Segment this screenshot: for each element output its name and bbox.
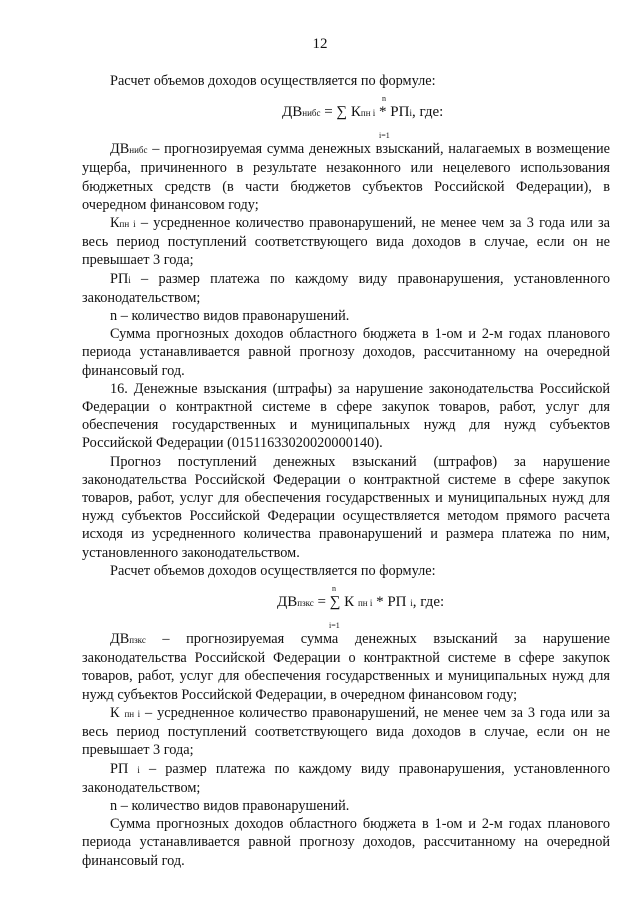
summary-2: Сумма прогнозных доходов областного бюджета в 1-ом и 2-м годах планового периода устанавливается равной прогнозу доходов, рассчитанному на очередной финансовый год. bbox=[82, 816, 610, 869]
section-16-forecast: Прогноз поступлений денежных взысканий (штрафов) за нарушение законодательства Российской Федерации о контрактной системе в сфере закупок товаров, работ, услуг для обеспечения государственных и муниципальных нужд для нужд субъектов Российской Федерации осуществляется методом прямого расчета исходя из усредненного количества правонарушений и размера платежа по ним, установленного законодательством. bbox=[82, 453, 610, 561]
definition-k-pn: Кпн i – усредненное количество правонарушений, не менее чем за 3 года или за весь период поступлений соответствующего вида доходов в случае, если он не превышает 3 года; bbox=[82, 215, 610, 269]
summary-1: Сумма прогнозных доходов областного бюджета в 1-ом и 2-м годах планового периода устанавливается равной прогнозу доходов, рассчитанному на очередной финансовый год. bbox=[82, 326, 610, 379]
section-16-heading: 16. Денежные взыскания (штрафы) за нарушение законодательства Российской Федерации о контрактной системе в сфере закупок товаров, работ, услуг для обеспечения государственных и муниципальных нужд для нужд субъектов Российской Федерации (01511633020020000140). bbox=[82, 380, 610, 452]
definition-k-pn-2: К пн i – усредненное количество правонарушений, не менее чем за 3 года или за весь период поступлений соответствующего вида доходов в случае, если он не превышает 3 года; bbox=[82, 704, 610, 759]
page-number: 12 bbox=[312, 36, 328, 52]
definition-rp-2: РП i – размер платежа по каждому виду правонарушения, установленного законодательством; bbox=[82, 760, 610, 796]
definition-n-2: n – количество видов правонарушений. bbox=[110, 797, 350, 814]
formula-1-lower: i=1 bbox=[379, 131, 390, 141]
formula-1-main: ДВнибс = ∑ Кпн i * РПi, где: bbox=[282, 104, 444, 121]
formula-intro-2: Расчет объемов доходов осуществляется по формуле: bbox=[110, 562, 436, 579]
page-content bbox=[82, 72, 610, 870]
formula-2-upper: n bbox=[332, 584, 336, 594]
formula-1-upper: n bbox=[382, 94, 386, 104]
formula-2-lower: i=1 bbox=[329, 621, 340, 631]
formula-2 bbox=[82, 580, 610, 630]
definition-n: n – количество видов правонарушений. bbox=[110, 308, 350, 325]
formula-2-main: ДВпзкс = ∑ К пн i * РП i, где: bbox=[277, 594, 445, 611]
definition-dv-pzks: ДВпзкс – прогнозируемая сумма денежных взысканий за нарушение законодательства Российской Федерации о контрактной системе в сфере закупок товаров, работ, услуг для обеспечения государственных и муниципальных нужд для нужд субъектов Российской Федерации, в очередном финансовом году; bbox=[82, 631, 610, 703]
definition-rp: РПi – размер платежа по каждому виду правонарушения, установленного законодательством; bbox=[82, 270, 610, 306]
formula-1 bbox=[82, 90, 610, 140]
formula-intro-1: Расчет объемов доходов осуществляется по формуле: bbox=[110, 73, 436, 89]
definition-dv-nibs: ДВнибс – прогнозируемая сумма денежных взысканий, налагаемых в возмещение ущерба, причиненного в результате незаконного или нецелевого использования бюджетных средств (в части бюджетов субъектов Российской Федерации), в очередном финансовом году; bbox=[82, 141, 610, 213]
